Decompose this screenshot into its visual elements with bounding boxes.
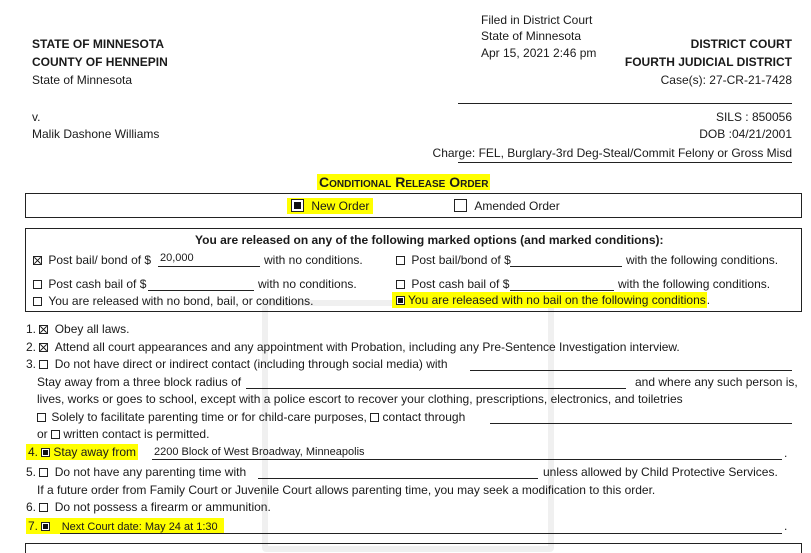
release-option-no-bail-conditions[interactable]: [392, 293, 710, 307]
condition-3-solely: [37, 410, 465, 424]
order-title: Conditional Release Order: [319, 174, 489, 190]
condition-6-checkbox[interactable]: [39, 503, 48, 512]
condition-1: [26, 322, 129, 336]
condition-number: 4.: [28, 445, 39, 459]
filed-stamp-line2: State of Minnesota: [481, 29, 582, 43]
district-heading: FOURTH JUDICIAL DISTRICT: [624, 55, 792, 69]
condition-number: 5.: [26, 465, 37, 479]
release-option-cash-conditions[interactable]: [396, 277, 509, 291]
plaintiff-name: State of Minnesota: [32, 73, 133, 87]
charge-text: Charge: FEL, Burglary-3rd Deg-Steal/Commit Felony or Gross Misd: [432, 146, 792, 160]
parenting-contact-checkbox[interactable]: [37, 413, 46, 422]
option-period: .: [706, 293, 711, 307]
condition-text: Do not possess a firearm or ammunition.: [54, 500, 271, 514]
county-heading: COUNTY OF HENNEPIN: [32, 55, 168, 69]
amended-order-option[interactable]: [454, 199, 560, 213]
new-order-option[interactable]: [287, 198, 373, 214]
condition-text: Do not have direct or indirect contact (including through social media) with: [54, 357, 448, 371]
condition-5-future-text: If a future order from Family Court or Juvenile Court allows parenting time, you may seek a modification to this order.: [37, 483, 656, 497]
sils-number: SILS : 850056: [715, 110, 792, 124]
filed-stamp-date: Apr 15, 2021 2:46 pm: [481, 46, 597, 60]
stay-away-location: 2200 Block of West Broadway, Minneapolis: [154, 446, 365, 458]
new-order-checkbox[interactable]: [291, 199, 304, 212]
condition-3-where-text: and where any such person is,: [635, 375, 798, 389]
defendant-name: Malik Dashone Williams: [32, 127, 160, 141]
cash-conditions-line: [510, 290, 614, 291]
condition-text: Do not have any parenting time with: [54, 465, 247, 479]
condition-2-checkbox[interactable]: [39, 343, 48, 352]
cash-conditions-checkbox[interactable]: [396, 280, 405, 289]
filed-stamp-line1: Filed in District Court: [481, 13, 593, 27]
condition-3-stay-text: Stay away from a three block radius of: [37, 375, 242, 389]
condition-number: 6.: [26, 500, 37, 514]
contact-name-line: [470, 370, 792, 371]
condition-6: [26, 500, 271, 514]
state-heading: STATE OF MINNESOTA: [32, 37, 164, 51]
condition-number: 7.: [28, 519, 39, 533]
court-date-line: [60, 533, 782, 534]
option-text: You are released with no bail on the following conditions: [408, 293, 706, 307]
condition-text: Obey all laws.: [54, 322, 130, 336]
defendant-dob: DOB :04/21/2001: [699, 127, 792, 141]
cash-no-conditions-checkbox[interactable]: [33, 280, 42, 289]
option-text: with no conditions.: [258, 277, 357, 291]
versus-text: v.: [32, 110, 41, 124]
condition-text: Attend all court appearances and any appointment with Probation, including any Pre-Sentence Investigation interview.: [54, 340, 680, 354]
radius-address-line: [246, 388, 626, 389]
option-text: with the following conditions.: [618, 277, 771, 291]
stay-away-line: [152, 459, 782, 460]
condition-2: [26, 340, 680, 354]
condition-7: [26, 518, 224, 534]
condition-text: written contact is permitted.: [63, 427, 210, 441]
next-section-frame: [25, 543, 802, 553]
bail-amount-line: [158, 266, 260, 267]
option-text: with the following conditions.: [626, 253, 779, 267]
option-text: Post bail/bond of $: [411, 253, 511, 267]
bail-bond-conditions-checkbox[interactable]: [396, 256, 405, 265]
option-text: with no conditions.: [264, 253, 363, 267]
condition-3: [26, 357, 448, 371]
case-number: Case(s): 27-CR-21-7428: [660, 73, 792, 87]
bail-bond-conditions-line: [510, 266, 622, 267]
condition-period: .: [784, 519, 788, 533]
condition-text: contact through: [382, 410, 466, 424]
contact-through-line: [490, 423, 792, 424]
condition-text: or: [37, 427, 48, 441]
condition-3-written: [37, 427, 209, 441]
release-option-cash-no-conditions[interactable]: [33, 277, 146, 291]
header-divider: [458, 103, 792, 104]
no-bail-conditions-checkbox[interactable]: [396, 296, 405, 305]
amended-order-label: Amended Order: [474, 199, 560, 213]
option-text: You are released with no bond, bail, or conditions.: [48, 294, 314, 308]
order-type-frame: [25, 193, 802, 218]
party-divider: [458, 162, 792, 163]
no-bond-checkbox[interactable]: [33, 297, 42, 306]
condition-text: Stay away from: [53, 445, 137, 459]
written-contact-checkbox[interactable]: [51, 430, 60, 439]
watermark-seal: [262, 300, 554, 552]
condition-5-unless-text: unless allowed by Child Protective Services.: [543, 465, 778, 479]
cash-no-conditions-line: [148, 290, 254, 291]
bail-bond-no-conditions-checkbox[interactable]: [33, 256, 42, 265]
condition-number: 3.: [26, 357, 37, 371]
condition-5: [26, 465, 246, 479]
condition-3-lives-text: lives, works or goes to school, except with a police escort to recover your clothing, prescriptions, electronics, and toiletries: [37, 392, 683, 406]
release-option-bail-bond-no-conditions[interactable]: [33, 253, 151, 267]
release-heading: You are released on any of the following marked options (and marked conditions):: [195, 233, 664, 247]
new-order-label: New Order: [311, 199, 370, 213]
option-text: Post bail/ bond of $: [48, 253, 152, 267]
parenting-name-line: [258, 478, 538, 479]
next-court-date: Next Court date: May 24 at 1:30: [61, 521, 218, 533]
condition-text: Solely to facilitate parenting time or for child-care purposes,: [51, 410, 367, 424]
option-text: Post cash bail of $: [48, 277, 147, 291]
condition-5-checkbox[interactable]: [39, 468, 48, 477]
contact-through-checkbox[interactable]: [370, 413, 379, 422]
condition-number: 1.: [26, 322, 37, 336]
release-option-bail-bond-conditions[interactable]: [396, 253, 511, 267]
condition-3-checkbox[interactable]: [39, 360, 48, 369]
condition-period: .: [784, 446, 788, 460]
option-text: Post cash bail of $: [411, 277, 510, 291]
release-option-no-bond[interactable]: [33, 294, 313, 308]
bail-amount-value: 20,000: [160, 252, 194, 264]
court-heading: DISTRICT COURT: [690, 37, 792, 51]
condition-4: [26, 445, 138, 459]
condition-number: 2.: [26, 340, 37, 354]
condition-4-checkbox[interactable]: [41, 448, 50, 457]
condition-7-checkbox[interactable]: [41, 522, 50, 531]
condition-1-checkbox[interactable]: [39, 325, 48, 334]
amended-order-checkbox[interactable]: [454, 199, 467, 212]
